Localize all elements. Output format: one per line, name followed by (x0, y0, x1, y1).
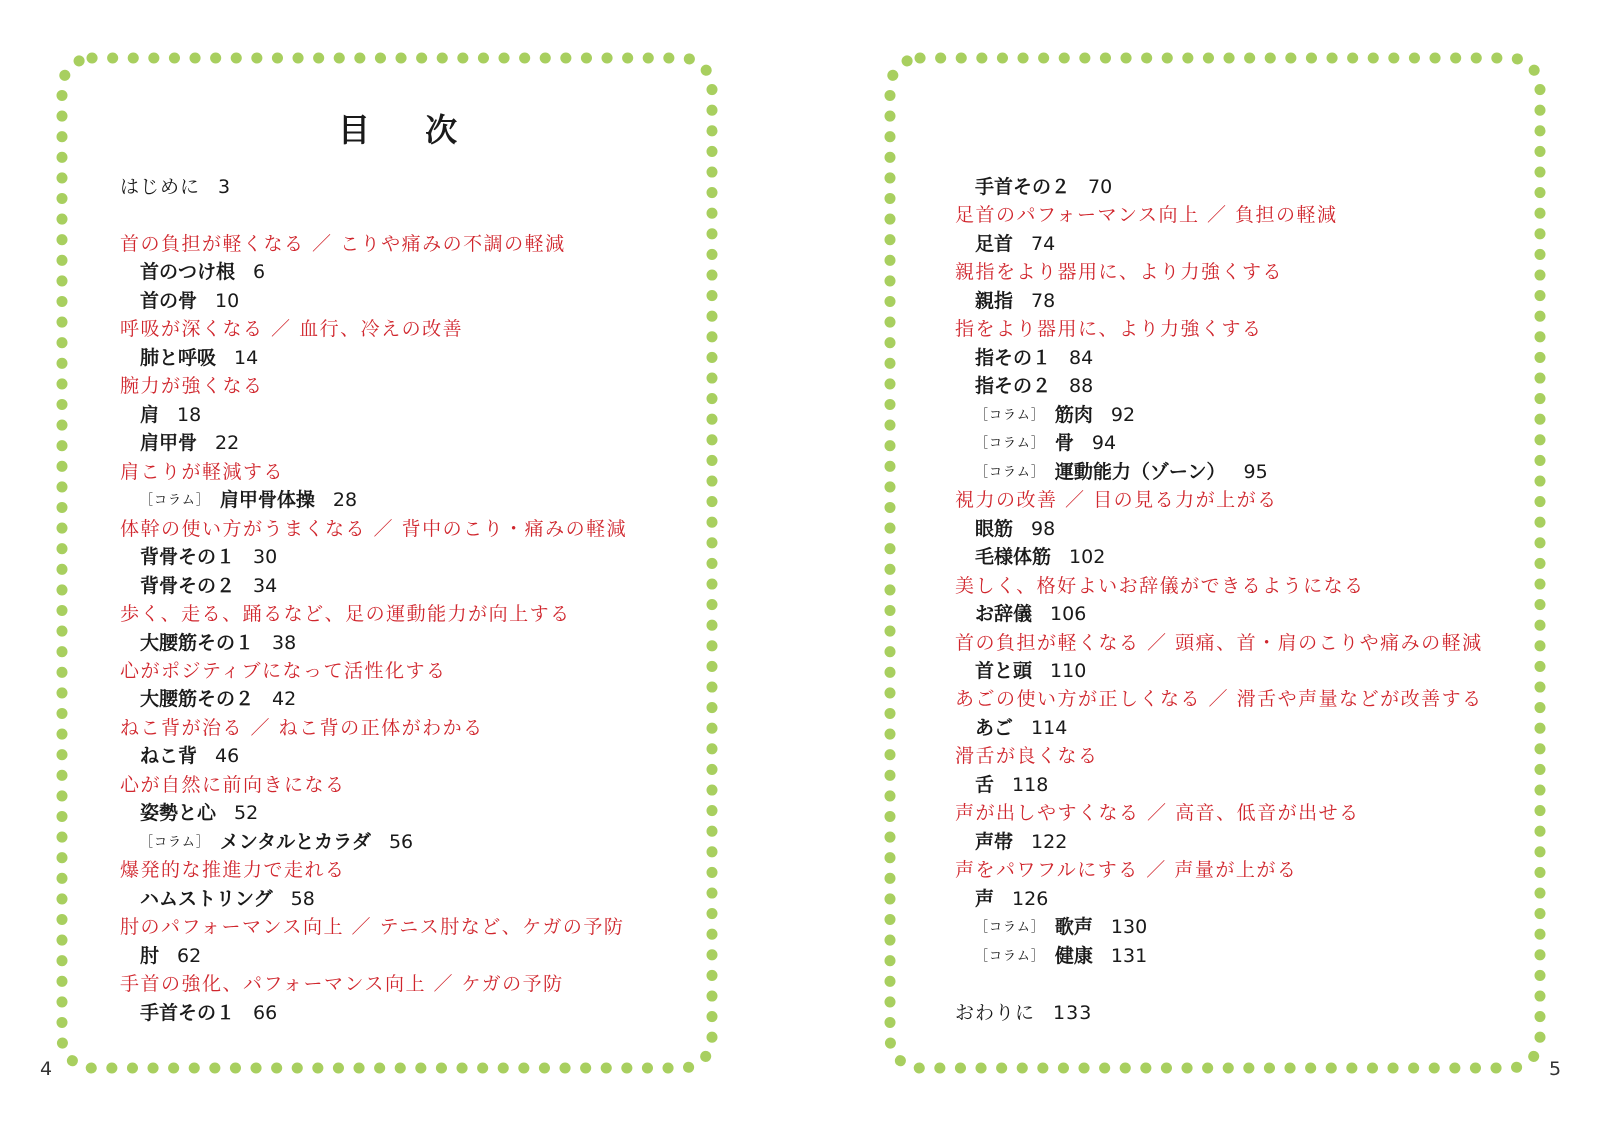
toc-entry (120, 287, 627, 315)
toc-entry-label: 背骨その１ (140, 546, 236, 569)
toc-entry (955, 230, 1483, 258)
toc-entry (955, 344, 1483, 372)
toc-entry-label: お辞儀 (975, 603, 1033, 626)
column-tag: ［コラム］ (140, 834, 210, 850)
toc-page-number: 52 (234, 802, 259, 825)
column-tag: ［コラム］ (975, 407, 1045, 423)
toc-page-number: 88 (1069, 375, 1094, 398)
toc-entry-label: おわりに (955, 1001, 1036, 1024)
toc-entry (120, 429, 627, 457)
toc-entry (120, 742, 627, 770)
toc-column-entry (955, 458, 1483, 486)
toc-entry-label: 肩甲骨 (140, 432, 198, 455)
toc-page-number: 92 (1110, 403, 1136, 426)
toc-page-number: 28 (332, 489, 358, 512)
toc-section-heading: 肘のパフォーマンス向上 ／ テニス肘など、ケガの予防 (120, 916, 625, 939)
toc-entry-label: 肩 (140, 403, 160, 426)
toc-page-number: 14 (234, 346, 259, 369)
toc-entry (120, 258, 627, 286)
toc-section-heading: 歩く、走る、踊るなど、足の運動能力が向上する (120, 603, 571, 626)
toc-entry-label: 筋肉 (1054, 403, 1093, 426)
toc-entry (955, 543, 1483, 571)
toc-page-number: 42 (272, 688, 297, 711)
toc-entry (955, 885, 1483, 913)
toc-column-entry (120, 486, 627, 514)
toc-entry (120, 543, 627, 571)
toc-page-number: 18 (177, 403, 202, 426)
toc-section-heading: 肩こりが軽減する (120, 460, 285, 483)
toc-right-list (955, 173, 1483, 1027)
toc-entry-label: メンタルとカラダ (219, 830, 371, 853)
toc-entry-label: 手首その２ (975, 176, 1071, 198)
toc-spacer (120, 201, 627, 229)
toc-entry-label: 指その１ (975, 346, 1052, 369)
toc-page-number: 126 (1012, 887, 1049, 910)
toc-entry-label: 声帯 (975, 830, 1014, 853)
toc-section-heading: 声が出しやすくなる ／ 高音、低音が出せる (955, 802, 1360, 825)
toc-column-entry (955, 429, 1483, 457)
toc-entry-label: 首の骨 (140, 289, 198, 312)
toc-page-number: 58 (290, 887, 315, 910)
toc-entry (955, 287, 1483, 315)
toc-entry (120, 629, 627, 657)
toc-section-heading: 心が自然に前向きになる (120, 773, 346, 796)
toc-entry-label: はじめに (120, 176, 201, 198)
toc-page-number: 46 (215, 745, 240, 768)
toc-section-heading: 親指をより器用に、より力強くする (955, 261, 1284, 284)
toc-left-list (120, 173, 627, 1027)
toc-column-entry (955, 942, 1483, 970)
toc-entry-label: 大腰筋その１ (140, 631, 255, 654)
toc-page-number: 106 (1050, 603, 1087, 626)
toc-page-number: 70 (1088, 176, 1113, 198)
toc-page-number: 114 (1031, 716, 1068, 739)
toc-page-number: 30 (253, 546, 278, 569)
toc-section-heading: 腕力が強くなる (120, 375, 264, 398)
toc-section-heading: 爆発的な推進力で走れる (120, 859, 346, 882)
toc-entry-label: 足首 (975, 232, 1014, 255)
toc-entry (120, 799, 627, 827)
toc-entry (120, 572, 627, 600)
toc-entry-label: 肘 (140, 944, 160, 967)
toc-section-heading: 手首の強化、パフォーマンス向上 ／ ケガの予防 (120, 973, 564, 996)
toc-entry (955, 600, 1483, 628)
toc-entry-label: 親指 (975, 289, 1014, 312)
toc-entry (120, 685, 627, 713)
page-number-left: 4 (40, 1058, 53, 1080)
toc-page-number: 6 (253, 261, 266, 284)
toc-column-entry (955, 913, 1483, 941)
toc-entry-label: 舌 (975, 773, 995, 796)
toc-entry-label: 毛様体筋 (975, 546, 1052, 569)
column-tag: ［コラム］ (975, 920, 1045, 936)
toc-page-number: 38 (272, 631, 297, 654)
toc-plain-entry (955, 999, 1483, 1027)
toc-page-number: 131 (1110, 944, 1148, 967)
toc-entry (120, 344, 627, 372)
column-tag: ［コラム］ (975, 436, 1045, 452)
toc-entry-label: 肺と呼吸 (140, 346, 217, 369)
toc-section-heading: 滑舌が良くなる (955, 745, 1099, 768)
toc-entry (955, 515, 1483, 543)
toc-entry (120, 401, 627, 429)
toc-section-heading: 呼吸が深くなる ／ 血行、冷えの改善 (120, 318, 464, 341)
toc-column-entry (955, 401, 1483, 429)
toc-page-number: 56 (388, 830, 414, 853)
toc-section-heading: ねこ背が治る ／ ねこ背の正体がわかる (120, 716, 484, 739)
toc-entry (955, 714, 1483, 742)
toc-section-heading: 美しく、格好よいお辞儀ができるようになる (955, 574, 1365, 597)
toc-page-number: 102 (1069, 546, 1106, 569)
toc-entry-label: ハムストリング (140, 887, 273, 910)
toc-entry-label: 歌声 (1054, 916, 1093, 939)
toc-section-heading: 首の負担が軽くなる ／ こりや痛みの不調の軽減 (120, 232, 566, 255)
toc-entry-label: 骨 (1054, 432, 1074, 455)
toc-page-number: 95 (1243, 460, 1268, 483)
toc-entry-label: ねこ背 (140, 745, 198, 768)
toc-section-heading: 指をより器用に、より力強くする (955, 318, 1263, 341)
toc-page-number: 133 (1053, 1001, 1093, 1024)
toc-page-number: 74 (1031, 232, 1056, 255)
toc-page-number: 78 (1031, 289, 1056, 312)
toc-entry (955, 173, 1483, 201)
toc-entry (955, 771, 1483, 799)
toc-spacer (955, 970, 1483, 998)
toc-page-number: 122 (1031, 830, 1068, 853)
page-title: 目 次 (338, 111, 480, 149)
toc-entry-label: 眼筋 (975, 517, 1014, 540)
toc-section-heading: 心がポジティブになって活性化する (120, 659, 447, 682)
toc-entry-label: あご (975, 716, 1014, 739)
toc-entry (955, 372, 1483, 400)
toc-section-heading: 体幹の使い方がうまくなる ／ 背中のこり・痛みの軽減 (120, 517, 628, 540)
toc-entry-label: 姿勢と心 (140, 802, 217, 825)
toc-entry-label: 健康 (1054, 944, 1093, 967)
toc-entry-label: 背骨その２ (140, 574, 236, 597)
toc-page-number: 130 (1110, 916, 1148, 939)
toc-entry (120, 942, 627, 970)
column-tag: ［コラム］ (140, 493, 210, 509)
toc-entry-label: 大腰筋その２ (140, 688, 255, 711)
toc-entry-label: 首と頭 (975, 659, 1033, 682)
toc-entry (120, 885, 627, 913)
toc-entry (955, 657, 1483, 685)
column-tag: ［コラム］ (975, 464, 1045, 480)
toc-page-number: 22 (215, 432, 240, 455)
page-number-right: 5 (1549, 1058, 1562, 1080)
toc-entry (120, 999, 627, 1027)
toc-entry-label: 指その２ (975, 375, 1052, 398)
toc-page-number: 110 (1050, 659, 1087, 682)
toc-section-heading: 視力の改善 ／ 目の見る力が上がる (955, 489, 1278, 512)
toc-page-number: 118 (1012, 773, 1049, 796)
toc-page-number: 98 (1031, 517, 1056, 540)
toc-entry-label: 声 (975, 887, 995, 910)
toc-page-number: 94 (1091, 432, 1117, 455)
toc-entry-label: 肩甲骨体操 (219, 489, 315, 512)
toc-plain-entry (120, 173, 627, 201)
toc-entry-label: 首のつけ根 (140, 261, 236, 284)
column-tag: ［コラム］ (975, 948, 1045, 964)
toc-page-number: 10 (215, 289, 240, 312)
toc-page-number: 62 (177, 944, 202, 967)
toc-section-heading: 声をパワフルにする ／ 声量が上がる (955, 859, 1298, 882)
toc-page-number: 3 (218, 176, 232, 198)
toc-entry-label: 運動能力（ゾーン） (1054, 460, 1226, 483)
toc-page-number: 84 (1069, 346, 1094, 369)
toc-entry (955, 828, 1483, 856)
toc-column-entry (120, 828, 627, 856)
toc-page-number: 34 (253, 574, 278, 597)
toc-section-heading: 首の負担が軽くなる ／ 頭痛、首・肩のこりや痛みの軽減 (955, 631, 1483, 654)
toc-section-heading: あごの使い方が正しくなる ／ 滑舌や声量などが改善する (955, 688, 1483, 711)
toc-entry-label: 手首その１ (140, 1001, 236, 1024)
toc-section-heading: 足首のパフォーマンス向上 ／ 負担の軽減 (955, 204, 1338, 227)
toc-page-number: 66 (253, 1001, 278, 1024)
